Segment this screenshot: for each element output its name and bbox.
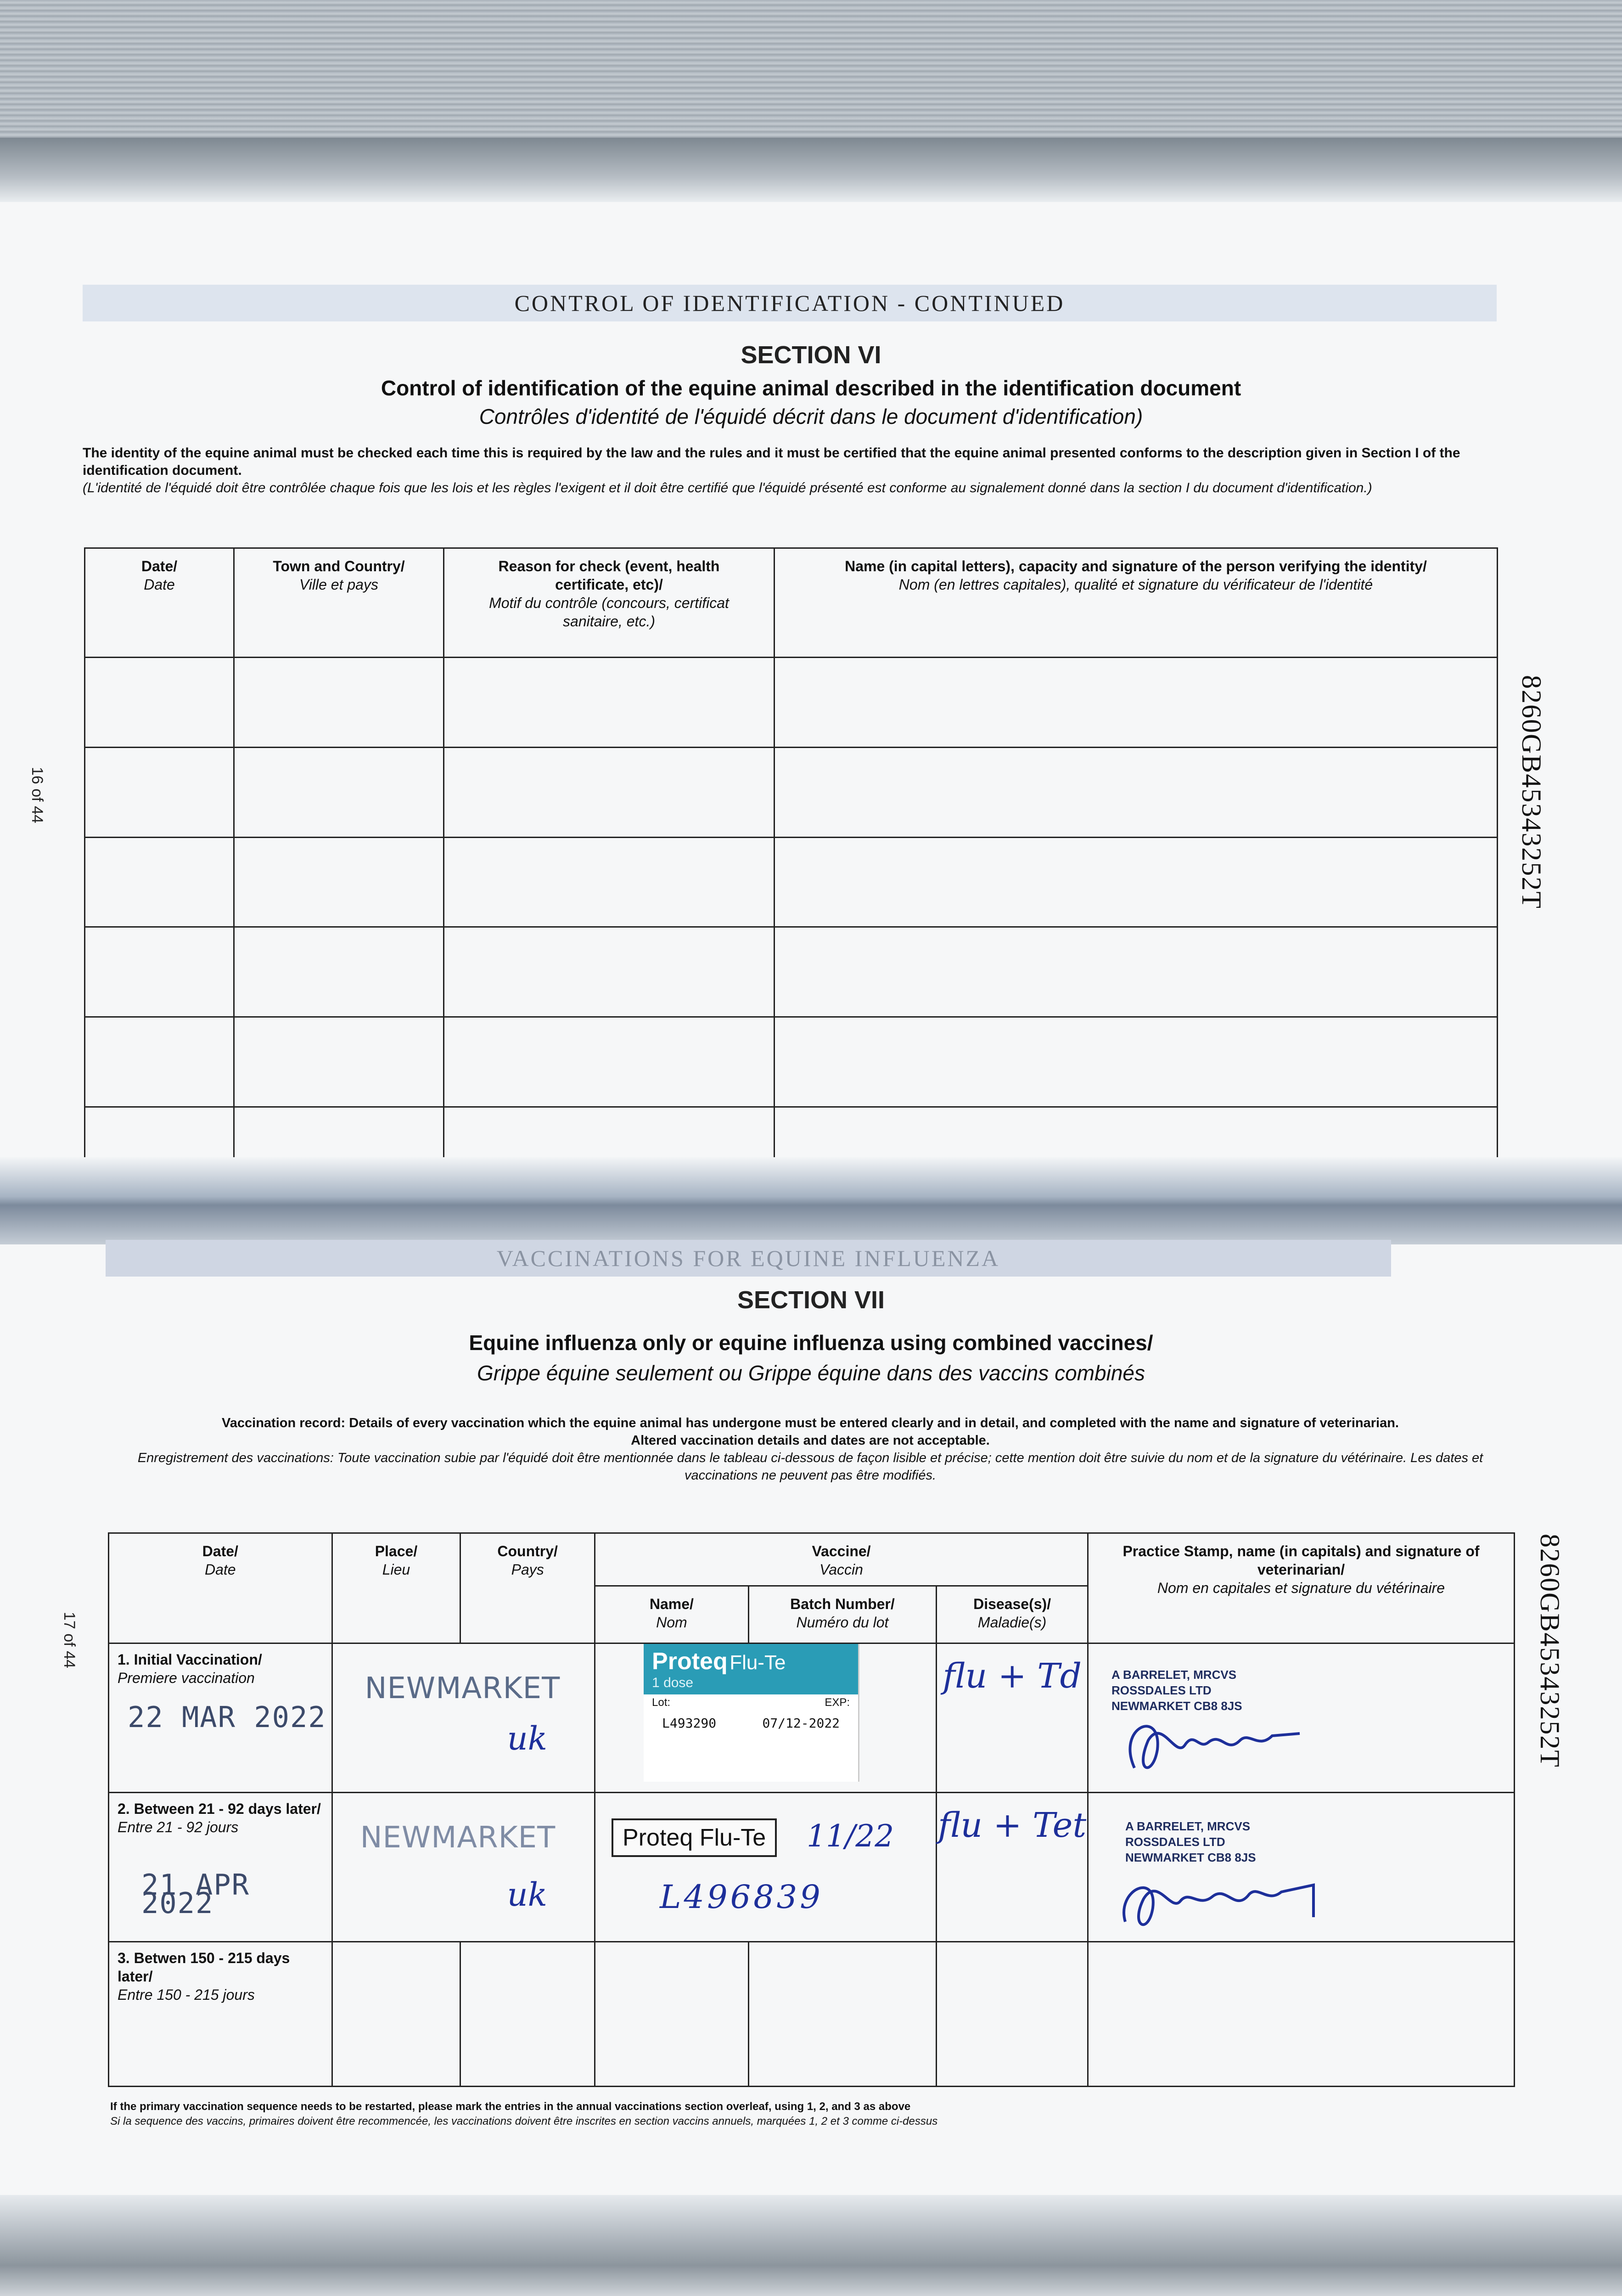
col-verifier: Name (in capital letters), capacity and signature of the person verifying the identity/ Nom (en lettres capitales), qualité et signature du vérificateur de l'identité	[775, 548, 1498, 658]
col-reason: Reason for check (event, health certificate, etc)/ Motif du contrôle (concours, certificat sanitaire, etc.)	[444, 548, 775, 658]
expiry: 07/12-2022	[762, 1716, 840, 1731]
vet-signature	[1107, 1857, 1346, 1940]
country-handwritten: uk	[507, 1720, 548, 1757]
col-date: Date/ Date	[85, 548, 234, 658]
vaccination-intro	[110, 1414, 1510, 1484]
section-heading-fr-vii: Grippe équine seulement ou Grippe équine dans des vaccins combinés	[477, 1361, 1145, 1385]
col-country: Country/ Pays	[460, 1533, 595, 1643]
intro-en-2: Altered vaccination details and dates are not acceptable.	[631, 1433, 990, 1448]
table-row	[85, 747, 1498, 837]
page-number: 16 of 44	[28, 767, 46, 823]
col-batch: Batch Number/ Numéro du lot	[748, 1586, 937, 1643]
intro-text	[83, 445, 1497, 497]
book-gutter	[0, 1157, 1622, 1244]
section-title: SECTION VI	[741, 341, 881, 369]
col-town-country: Town and Country/ Ville et pays	[234, 548, 444, 658]
page-number: 17 of 44	[61, 1612, 78, 1668]
col-vet: Practice Stamp, name (in capitals) and signature of veterinarian/ Nom en capitales et signature du vétérinaire	[1088, 1533, 1514, 1643]
vet-signature	[1107, 1699, 1346, 1782]
section-heading-en: Control of identification of the equine animal described in the identification document	[381, 376, 1241, 400]
vet-practice-stamp: A BARRELET, MRCVS ROSSDALES LTD NEWMARKET CB8 8JS	[1111, 1668, 1242, 1713]
section-heading-fr: Contrôles d'identité de l'équidé décrit dans le document d'identification)	[479, 405, 1143, 428]
table-row	[85, 1017, 1498, 1107]
table-row	[85, 927, 1498, 1017]
vet-practice-stamp: A BARRELET, MRCVS ROSSDALES LTD NEWMARKET CB8 8JS	[1125, 1819, 1256, 1864]
col-date: Date/ Date	[109, 1533, 332, 1643]
col-vaccine: Vaccine/ Vaccin	[595, 1533, 1088, 1586]
intro-en: The identity of the equine animal must be checked each time this is required by the law and the rules and it must be certified that the equine animal presented conforms to the description given in Section I of the identification document.	[83, 445, 1460, 478]
lot-number: L493290	[662, 1716, 717, 1731]
identity-check-table	[84, 547, 1498, 1181]
table-row	[85, 837, 1498, 927]
col-place: Place/ Lieu	[332, 1533, 460, 1643]
disease-handwritten: flu + Tet	[937, 1793, 1088, 1942]
scanner-bottom-edge	[0, 2195, 1622, 2296]
col-vaccine-name: Name/ Nom	[595, 1586, 749, 1643]
date-stamp: 21 APR 2022	[141, 1868, 250, 1920]
section-title-vii: SECTION VII	[737, 1286, 885, 1314]
date-stamp: 22 MAR 2022	[128, 1700, 326, 1734]
vaccination-row-3: 3. Betwen 150 - 215 days later/ Entre 150 - 215 jours	[109, 1942, 1515, 2087]
vaccination-row-1: 1. Initial Vaccination/ Premiere vaccination 22 MAR 2022 NEWMARKET uk Proteq Flu-Te 1 dose Lot: EXP: L493290 07/12-2022 flu + Td A BARRELET, MRCVS ROSSDALES LTD NEWMARKET CB8 8JS	[109, 1643, 1515, 1793]
footnote: If the primary vaccination sequence needs to be restarted, please mark the entries in the annual vaccinations section overleaf, using 1, 2, and 3 as above Si la sequence des vaccins, primaires doivent être recommencée, les vaccinations doivent être inscrites en section vaccins annuels, marquées 1, 2 et 3 comme ci-dessus	[110, 2100, 938, 2127]
batch-handwritten: L496839	[660, 1878, 823, 1916]
section-heading-en-vii: Equine influenza only or equine influenza using combined vaccines/	[469, 1331, 1153, 1355]
document-id: 8260GB45343252T	[1516, 675, 1547, 909]
disease-handwritten: flu + Td	[937, 1643, 1088, 1793]
intro-fr: (L'identité de l'équidé doit être contrôlée chaque fois que les lois et les règles l'exigent et il doit être certifié que l'équidé présenté est conforme au signalement donné dans la section I du document d'identification.)	[83, 480, 1372, 495]
vaccination-table	[108, 1532, 1515, 2087]
scanner-top-edge	[0, 0, 1622, 202]
col-disease: Disease(s)/ Maladie(s)	[937, 1586, 1088, 1643]
place-stamp: NEWMARKET	[360, 1821, 556, 1855]
vaccine-sticker: Proteq Flu-Te 1 dose Lot: EXP: L493290 07/12-2022	[644, 1644, 859, 1782]
table-row	[85, 658, 1498, 748]
country-handwritten: uk	[507, 1876, 548, 1913]
section-banner-vaccination: VACCINATIONS FOR EQUINE INFLUENZA	[106, 1240, 1391, 1277]
expiry-handwritten: 11/22	[807, 1818, 894, 1854]
vaccination-row-2: 2. Between 21 - 92 days later/ Entre 21 - 92 jours 21 APR 2022 NEWMARKET uk Proteq Flu-Te 11/22 L496839 flu + Tet A BARRELET, MRCVS ROSSDALES LTD NEWMARKET CB8 8JS	[109, 1793, 1515, 1942]
vaccine-name-stamp: Proteq Flu-Te	[612, 1818, 777, 1857]
place-stamp: NEWMARKET	[365, 1671, 561, 1705]
document-id: 8260GB45343252T	[1535, 1534, 1565, 1768]
section-banner: CONTROL OF IDENTIFICATION - CONTINUED	[83, 285, 1497, 321]
intro-en-1: Vaccination record: Details of every vaccination which the equine animal has undergone must be entered clearly and in detail, and completed with the name and signature of veterinarian.	[222, 1416, 1399, 1430]
intro-fr: Enregistrement des vaccinations: Toute vaccination subie par l'équidé doit être mentionnée dans le tableau ci-dessous de façon lisible et précise; cette mention doit être suivie du nom et de la signature du vétérinaire. Les dates et vaccinations ne peuvent pas être modifiés.	[137, 1451, 1483, 1483]
